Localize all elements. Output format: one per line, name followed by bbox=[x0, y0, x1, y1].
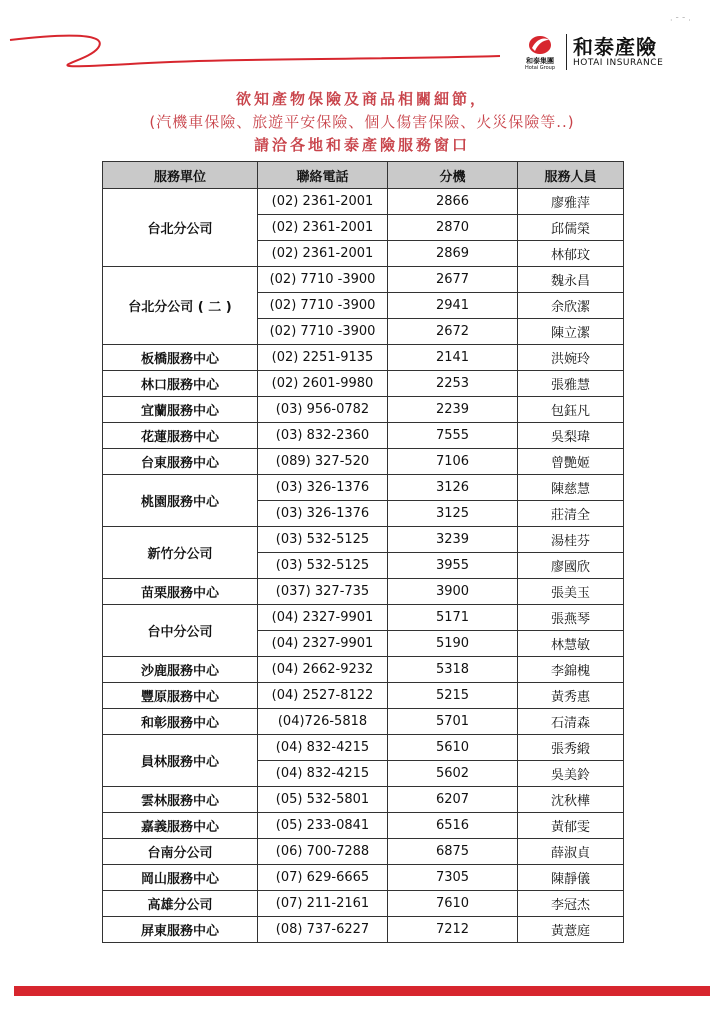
service-unit-cell: 花蓮服務中心 bbox=[103, 423, 258, 449]
phone-cell: (03) 326-1376 bbox=[258, 501, 388, 527]
staff-cell: 張燕琴 bbox=[518, 605, 624, 631]
header-ext: 分機 bbox=[388, 162, 518, 189]
hotai-group-mark bbox=[520, 34, 560, 71]
table-row bbox=[103, 891, 624, 917]
extension-cell: 2870 bbox=[388, 215, 518, 241]
extension-cell: 5215 bbox=[388, 683, 518, 709]
phone-cell: (02) 7710 -3900 bbox=[258, 319, 388, 345]
logo-divider bbox=[566, 34, 567, 70]
staff-cell: 黃秀惠 bbox=[518, 683, 624, 709]
brand-name-en: HOTAI INSURANCE bbox=[573, 57, 664, 68]
service-unit-cell: 台東服務中心 bbox=[103, 449, 258, 475]
extension-cell: 5190 bbox=[388, 631, 518, 657]
staff-cell: 包鈺凡 bbox=[518, 397, 624, 423]
service-unit-cell: 新竹分公司 bbox=[103, 527, 258, 579]
staff-cell: 廖國欣 bbox=[518, 553, 624, 579]
table-row bbox=[103, 397, 624, 423]
brand-name-cn: 和泰產險 bbox=[573, 34, 657, 59]
phone-cell: (04) 832-4215 bbox=[258, 761, 388, 787]
staff-cell: 吳梨瑋 bbox=[518, 423, 624, 449]
phone-cell: (03) 326-1376 bbox=[258, 475, 388, 501]
service-unit-cell: 沙鹿服務中心 bbox=[103, 657, 258, 683]
phone-cell: (02) 2361-2001 bbox=[258, 215, 388, 241]
staff-cell: 張美玉 bbox=[518, 579, 624, 605]
phone-cell: (037) 327-735 bbox=[258, 579, 388, 605]
group-name-en: Hotai Group bbox=[524, 64, 556, 71]
service-unit-cell: 苗栗服務中心 bbox=[103, 579, 258, 605]
phone-cell: (04)726-5818 bbox=[258, 709, 388, 735]
extension-cell: 5318 bbox=[388, 657, 518, 683]
staff-cell: 邱儒榮 bbox=[518, 215, 624, 241]
header-staff: 服務人員 bbox=[518, 162, 624, 189]
extension-cell: 3900 bbox=[388, 579, 518, 605]
extension-cell: 7610 bbox=[388, 891, 518, 917]
table-row bbox=[103, 683, 624, 709]
extension-cell: 7212 bbox=[388, 917, 518, 943]
phone-cell: (03) 832-2360 bbox=[258, 423, 388, 449]
service-unit-cell: 板橋服務中心 bbox=[103, 345, 258, 371]
staff-cell: 黃郁雯 bbox=[518, 813, 624, 839]
table-row bbox=[103, 735, 624, 761]
table-row bbox=[103, 787, 624, 813]
service-unit-cell: 林口服務中心 bbox=[103, 371, 258, 397]
staff-cell: 薛淑貞 bbox=[518, 839, 624, 865]
service-unit-cell: 高雄分公司 bbox=[103, 891, 258, 917]
table-row bbox=[103, 839, 624, 865]
phone-cell: (06) 700-7288 bbox=[258, 839, 388, 865]
extension-cell: 2141 bbox=[388, 345, 518, 371]
staff-cell: 黃薏庭 bbox=[518, 917, 624, 943]
table-body bbox=[103, 189, 624, 943]
phone-cell: (05) 233-0841 bbox=[258, 813, 388, 839]
staff-cell: 李錦槐 bbox=[518, 657, 624, 683]
service-unit-cell: 台中分公司 bbox=[103, 605, 258, 657]
staff-cell: 張雅慧 bbox=[518, 371, 624, 397]
phone-cell: (07) 629-6665 bbox=[258, 865, 388, 891]
extension-cell: 5701 bbox=[388, 709, 518, 735]
extension-cell: 5171 bbox=[388, 605, 518, 631]
table-row bbox=[103, 865, 624, 891]
staff-cell: 湯桂芬 bbox=[518, 527, 624, 553]
phone-cell: (089) 327-520 bbox=[258, 449, 388, 475]
extension-cell: 3955 bbox=[388, 553, 518, 579]
table-row bbox=[103, 267, 624, 293]
table-row bbox=[103, 709, 624, 735]
table-row bbox=[103, 345, 624, 371]
service-unit-cell: 和彰服務中心 bbox=[103, 709, 258, 735]
service-contact-table bbox=[102, 161, 624, 943]
extension-cell: 3239 bbox=[388, 527, 518, 553]
staff-cell: 陳立潔 bbox=[518, 319, 624, 345]
phone-cell: (02) 2361-2001 bbox=[258, 241, 388, 267]
service-unit-cell: 台北分公司 bbox=[103, 189, 258, 267]
phone-cell: (04) 2327-9901 bbox=[258, 631, 388, 657]
service-unit-cell: 桃園服務中心 bbox=[103, 475, 258, 527]
red-swoosh-decoration bbox=[0, 20, 500, 90]
staff-cell: 曾艷姬 bbox=[518, 449, 624, 475]
table-row bbox=[103, 189, 624, 215]
staff-cell: 余欣潔 bbox=[518, 293, 624, 319]
table-row bbox=[103, 371, 624, 397]
title-line-3: 請洽各地和泰產險服務窗口 bbox=[253, 136, 470, 154]
phone-cell: (02) 2601-9980 bbox=[258, 371, 388, 397]
service-unit-cell: 宜蘭服務中心 bbox=[103, 397, 258, 423]
extension-cell: 2253 bbox=[388, 371, 518, 397]
extension-cell: 7305 bbox=[388, 865, 518, 891]
phone-cell: (02) 2361-2001 bbox=[258, 189, 388, 215]
staff-cell: 陳靜儀 bbox=[518, 865, 624, 891]
group-name-cn: 和泰集團 bbox=[526, 56, 554, 65]
service-unit-cell: 雲林服務中心 bbox=[103, 787, 258, 813]
staff-cell: 林慧敏 bbox=[518, 631, 624, 657]
table-row bbox=[103, 475, 624, 501]
staff-cell: 陳慈慧 bbox=[518, 475, 624, 501]
service-unit-cell: 岡山服務中心 bbox=[103, 865, 258, 891]
staff-cell: 李冠杰 bbox=[518, 891, 624, 917]
service-unit-cell: 屏東服務中心 bbox=[103, 917, 258, 943]
table-row bbox=[103, 579, 624, 605]
header-phone: 聯絡電話 bbox=[258, 162, 388, 189]
table-row bbox=[103, 449, 624, 475]
staff-cell: 吳美鈴 bbox=[518, 761, 624, 787]
staff-cell: 林郁玟 bbox=[518, 241, 624, 267]
hotai-logo bbox=[520, 30, 663, 74]
extension-cell: 2672 bbox=[388, 319, 518, 345]
phone-cell: (03) 532-5125 bbox=[258, 553, 388, 579]
phone-cell: (08) 737-6227 bbox=[258, 917, 388, 943]
bottom-red-bar bbox=[14, 986, 710, 996]
extension-cell: 3125 bbox=[388, 501, 518, 527]
phone-cell: (04) 832-4215 bbox=[258, 735, 388, 761]
service-unit-cell: 嘉義服務中心 bbox=[103, 813, 258, 839]
staff-cell: 石清森 bbox=[518, 709, 624, 735]
scan-mark: · ˉ ˉ · bbox=[670, 16, 691, 25]
extension-cell: 6207 bbox=[388, 787, 518, 813]
staff-cell: 洪婉玲 bbox=[518, 345, 624, 371]
extension-cell: 6516 bbox=[388, 813, 518, 839]
extension-cell: 3126 bbox=[388, 475, 518, 501]
table-row bbox=[103, 657, 624, 683]
extension-cell: 6875 bbox=[388, 839, 518, 865]
header-unit: 服務單位 bbox=[103, 162, 258, 189]
table-row bbox=[103, 605, 624, 631]
extension-cell: 7555 bbox=[388, 423, 518, 449]
extension-cell: 2239 bbox=[388, 397, 518, 423]
extension-cell: 2677 bbox=[388, 267, 518, 293]
phone-cell: (02) 7710 -3900 bbox=[258, 293, 388, 319]
phone-cell: (02) 2251-9135 bbox=[258, 345, 388, 371]
staff-cell: 魏永昌 bbox=[518, 267, 624, 293]
phone-cell: (02) 7710 -3900 bbox=[258, 267, 388, 293]
title-line-1: 欲知產物保險及商品相關細節， bbox=[235, 90, 488, 108]
phone-cell: (07) 211-2161 bbox=[258, 891, 388, 917]
phone-cell: (04) 2662-9232 bbox=[258, 657, 388, 683]
title-line-2: (汽機車保險、旅遊平安保險、個人傷害保險、火災保險等..) bbox=[149, 113, 575, 131]
brand-text bbox=[573, 36, 663, 69]
extension-cell: 7106 bbox=[388, 449, 518, 475]
table-row bbox=[103, 423, 624, 449]
extension-cell: 5610 bbox=[388, 735, 518, 761]
staff-cell: 沈秋樺 bbox=[518, 787, 624, 813]
service-unit-cell: 員林服務中心 bbox=[103, 735, 258, 787]
extension-cell: 2869 bbox=[388, 241, 518, 267]
table-row bbox=[103, 917, 624, 943]
extension-cell: 2866 bbox=[388, 189, 518, 215]
staff-cell: 廖雅萍 bbox=[518, 189, 624, 215]
table-row bbox=[103, 813, 624, 839]
service-unit-cell: 台北分公司 ( 二 ) bbox=[103, 267, 258, 345]
extension-cell: 5602 bbox=[388, 761, 518, 787]
phone-cell: (05) 532-5801 bbox=[258, 787, 388, 813]
phone-cell: (04) 2527-8122 bbox=[258, 683, 388, 709]
phone-cell: (03) 532-5125 bbox=[258, 527, 388, 553]
extension-cell: 2941 bbox=[388, 293, 518, 319]
phone-cell: (04) 2327-9901 bbox=[258, 605, 388, 631]
staff-cell: 莊清全 bbox=[518, 501, 624, 527]
table-row bbox=[103, 527, 624, 553]
table-header-row bbox=[103, 162, 624, 189]
hotai-emblem-icon bbox=[527, 34, 553, 56]
service-unit-cell: 豐原服務中心 bbox=[103, 683, 258, 709]
staff-cell: 張秀緞 bbox=[518, 735, 624, 761]
service-unit-cell: 台南分公司 bbox=[103, 839, 258, 865]
phone-cell: (03) 956-0782 bbox=[258, 397, 388, 423]
